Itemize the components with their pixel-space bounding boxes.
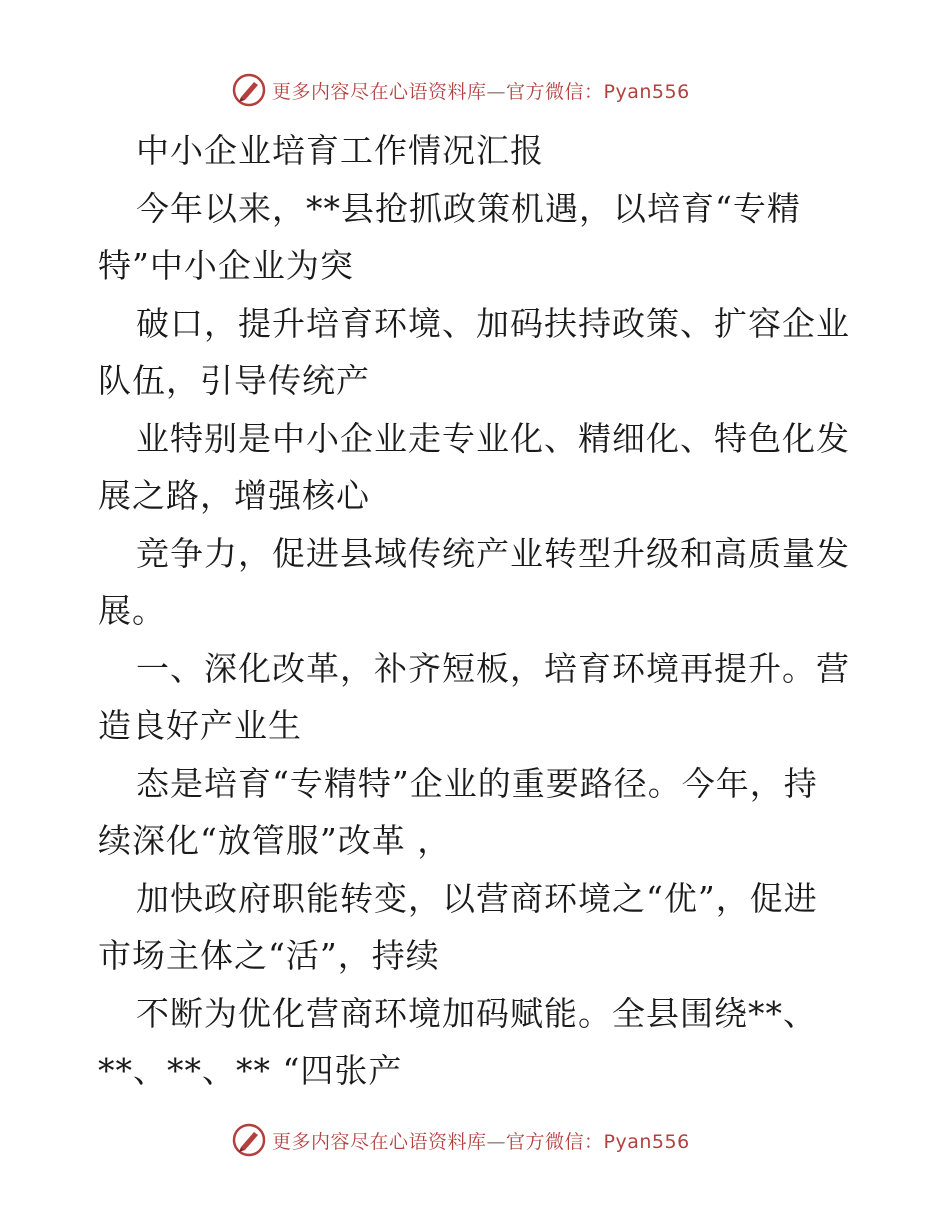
paragraph-line: 造良好产业生 — [98, 706, 302, 745]
paragraph-line: 加快政府职能转变，以营商环境之“优”，促进 — [136, 878, 818, 918]
footer-banner-wechat-label: 官方微信： — [506, 1130, 604, 1153]
paragraph-line: 特”中小企业为突 — [98, 246, 354, 285]
paragraph-line: 展之路，增强核心 — [98, 476, 370, 515]
paragraph-line: 破口，提升培育环境、加码扶持政策、扩容企业 — [136, 303, 850, 343]
paragraph-line: 业特别是中小企业走专业化、精细化、特色化发 — [136, 418, 850, 458]
paragraph-line: 市场主体之“活”，持续 — [98, 936, 440, 975]
header-banner-wechat-id: Pyan556 — [603, 80, 690, 103]
document-title: 中小企业培育工作情况汇报 — [136, 131, 544, 170]
footer-watermark-banner — [232, 1120, 712, 1160]
header-banner-wechat-label: 官方微信： — [506, 80, 604, 103]
footer-banner-slogan: 更多内容尽在心语资料库 — [272, 1130, 487, 1153]
paragraph-line: 今年以来，**县抢抓政策机遇，以培育“专精 — [136, 188, 801, 228]
pen-logo-icon — [232, 73, 266, 107]
section-heading-line: 一、深化改革，补齐短板，培育环境再提升。营 — [136, 648, 850, 688]
paragraph-line: 续深化“放管服”改革 ， — [98, 821, 452, 860]
pen-logo-icon — [232, 1123, 266, 1157]
paragraph-line: 态是培育“专精特”企业的重要路径。今年，持 — [136, 763, 818, 803]
footer-banner-dash: — — [486, 1130, 507, 1153]
paragraph-line: 不断为优化营商环境加码赋能。全县围绕**、 — [136, 993, 817, 1033]
paragraph-line: 队伍，引导传统产 — [98, 361, 370, 400]
header-banner-text — [272, 77, 690, 104]
paragraph-line: **、**、** “四张产 — [98, 1051, 403, 1090]
header-banner-slogan: 更多内容尽在心语资料库 — [272, 80, 487, 103]
header-watermark-banner — [232, 70, 712, 110]
paragraph-line: 展。 — [98, 591, 166, 630]
footer-banner-wechat-id: Pyan556 — [603, 1130, 690, 1153]
document-body — [98, 122, 868, 1100]
footer-banner-text — [272, 1127, 690, 1154]
paragraph-line: 竞争力，促进县域传统产业转型升级和高质量发 — [136, 533, 850, 573]
header-banner-dash: — — [486, 80, 507, 103]
